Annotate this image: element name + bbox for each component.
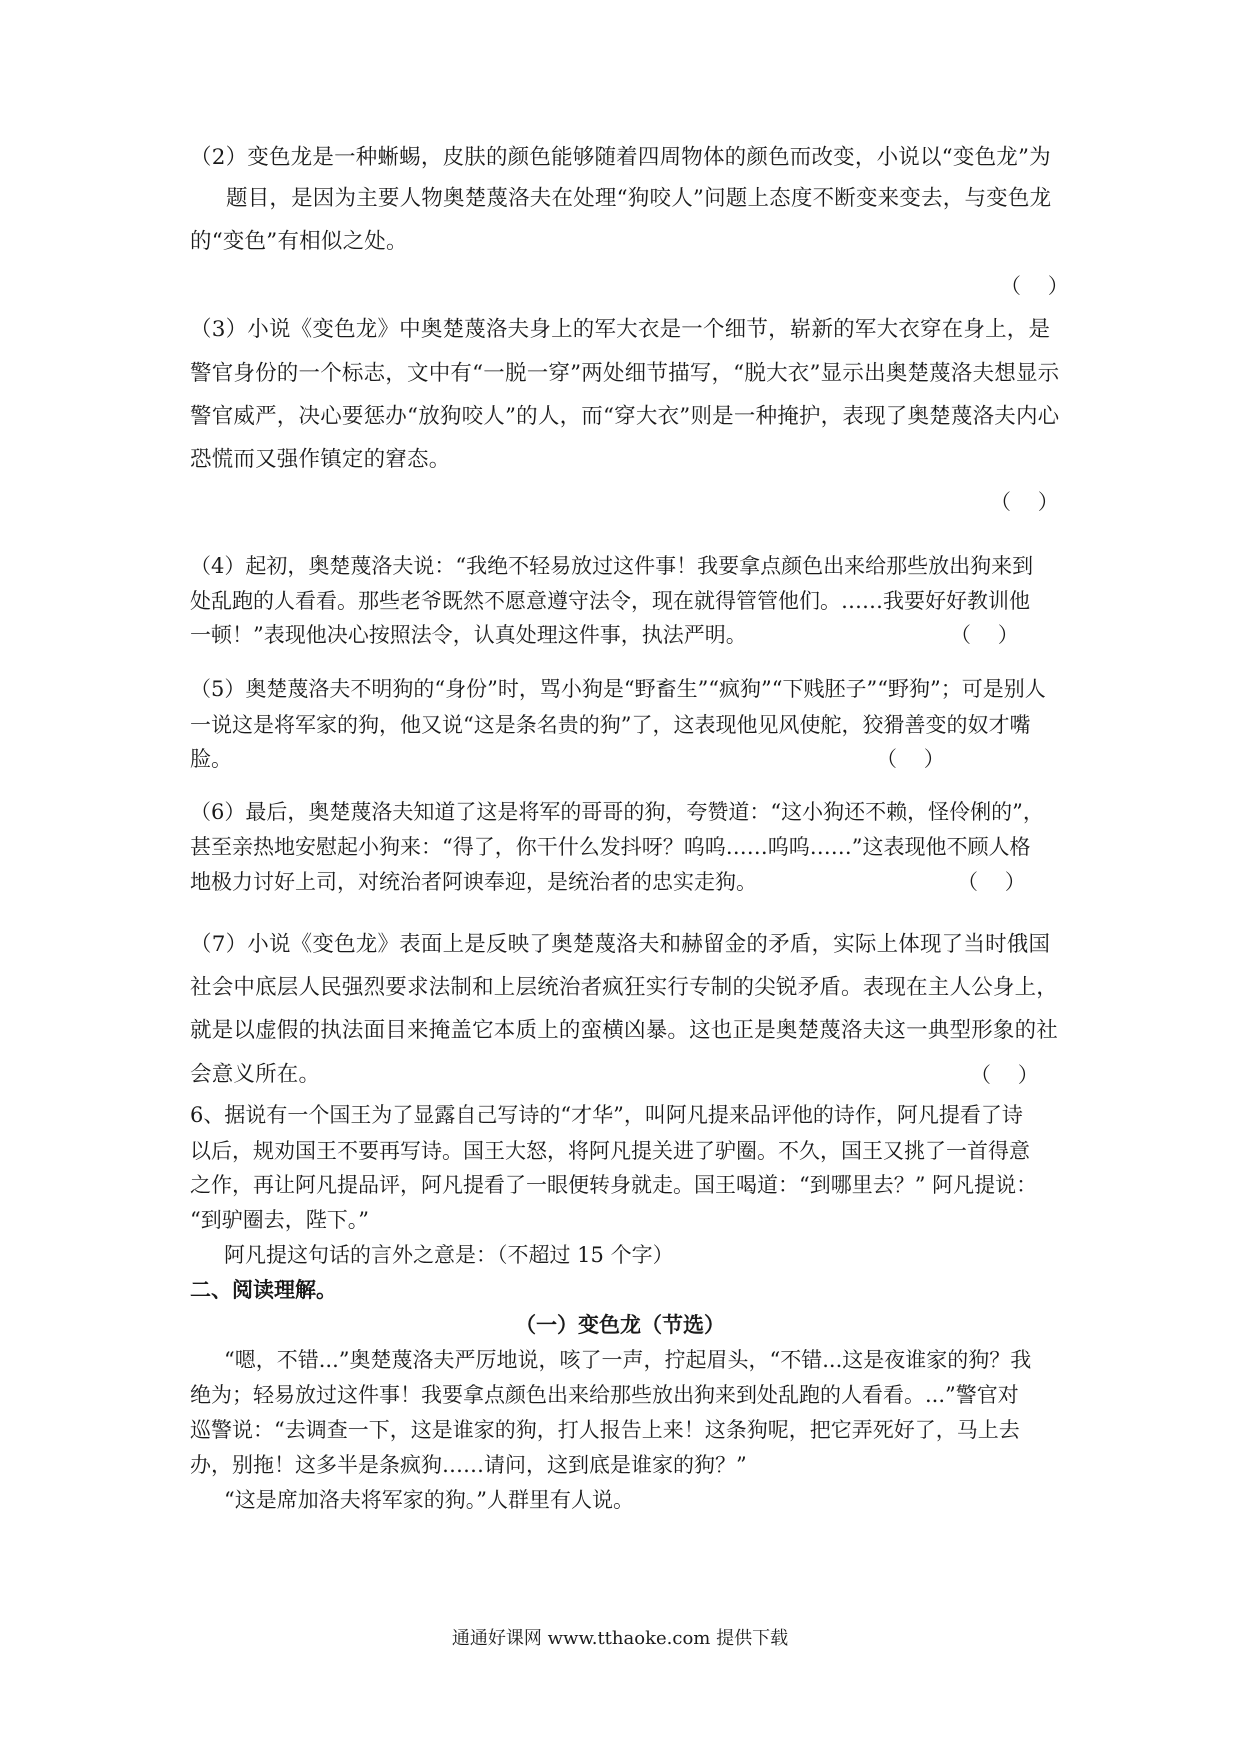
- item6-line-1: 6、据说有一个国王为了显露自己写诗的“才华”，叫阿凡提来品评他的诗作，阿凡提看了诗: [190, 1103, 1023, 1127]
- passage-p1-line-2: 绝为；轻易放过这件事！我要拿点颜色出来给那些放出狗来到处乱跑的人看看。...”警官对: [190, 1383, 1019, 1407]
- q7-answer-blank[interactable]: （ ）: [970, 1063, 1039, 1087]
- q2-line-3: 的“变色”有相似之处。: [190, 229, 408, 254]
- q7-line-4: 会意义所在。: [190, 1062, 321, 1087]
- item6-answer-prompt: 阿凡提这句话的言外之意是：（不超过 15 个字）: [224, 1243, 674, 1267]
- q4-line-1: （4）起初，奥楚蔑洛夫说：“我绝不轻易放过这件事！我要拿点颜色出来给那些放出狗来到: [190, 554, 1034, 578]
- page-footer: 通通好课网 www.tthaoke.com 提供下载: [451, 1628, 789, 1649]
- q6-line-1: （6）最后，奥楚蔑洛夫知道了这是将军的哥哥的狗，夸赞道：“这小狗还不赖，怪伶俐的”，: [190, 800, 1044, 824]
- q5-answer-blank[interactable]: （ ）: [876, 747, 945, 771]
- q4-answer-blank[interactable]: （ ）: [950, 623, 1019, 647]
- q6-line-2: 甚至亲热地安慰起小狗来：“得了，你干什么发抖呀？呜呜……呜呜……”这表现他不顾人格: [190, 835, 1031, 859]
- item6-line-3: 之作，再让阿凡提品评，阿凡提看了一眼便转身就走。国王喝道：“到哪里去？” 阿凡提说：: [190, 1173, 1038, 1197]
- passage-p1-line-1: “嗯，不错...”奥楚蔑洛夫严厉地说，咳了一声，拧起眉头，“不错...这是夜谁家的狗？我: [224, 1348, 1032, 1372]
- q4-line-3: 一顿！”表现他决心按照法令，认真处理这件事，执法严明。: [190, 623, 747, 647]
- q5-line-1: （5）奥楚蔑洛夫不明狗的“身份”时，骂小狗是“野畜生”“疯狗”“下贱胚子”“野狗”；可是别人: [190, 677, 1046, 701]
- q5-line-2: 一说这是将军家的狗，他又说“这是条名贵的狗”了，这表现他见风使舵，狡猾善变的奴才嘴: [190, 713, 1031, 737]
- q3-line-4: 恐慌而又强作镇定的窘态。: [190, 447, 451, 472]
- q7-line-1: （7）小说《变色龙》表面上是反映了奥楚蔑洛夫和赫留金的矛盾，实际上体现了当时俄国: [190, 932, 1051, 957]
- passage-title: （一）变色龙（节选）: [515, 1312, 725, 1337]
- q6-line-3: 地极力讨好上司，对统治者阿谀奉迎，是统治者的忠实走狗。: [190, 870, 757, 894]
- q2-line-1: （2）变色龙是一种蜥蜴，皮肤的颜色能够随着四周物体的颜色而改变，小说以“变色龙”为: [190, 145, 1051, 170]
- q5-line-3: 脸。: [190, 747, 232, 771]
- section-heading: 二、阅读理解。: [190, 1277, 337, 1302]
- q7-line-3: 就是以虚假的执法面目来掩盖它本质上的蛮横凶暴。这也正是奥楚蔑洛夫这一典型形象的社: [190, 1018, 1059, 1043]
- q2-answer-blank[interactable]: （ ）: [1000, 274, 1069, 298]
- passage-p1-line-3: 巡警说：“去调查一下，这是谁家的狗，打人报告上来！这条狗呢，把它弄死好了，马上去: [190, 1418, 1020, 1442]
- item6-line-4: “到驴圈去，陛下。”: [190, 1208, 369, 1232]
- item6-line-2: 以后，规劝国王不要再写诗。国王大怒，将阿凡提关进了驴圈。不久，国王又挑了一首得意: [190, 1139, 1030, 1163]
- q6-answer-blank[interactable]: （ ）: [957, 870, 1026, 894]
- q7-line-2: 社会中底层人民强烈要求法制和上层统治者疯狂实行专制的尖锐矛盾。表现在主人公身上，: [190, 975, 1059, 1000]
- q3-line-2: 警官身份的一个标志，文中有“一脱一穿”两处细节描写，“脱大衣”显示出奥楚蔑洛夫想显示: [190, 361, 1060, 386]
- q3-line-3: 警官威严，决心要惩办“放狗咬人”的人，而“穿大衣”则是一种掩护，表现了奥楚蔑洛夫内心: [190, 404, 1060, 429]
- passage-p2-line-1: “这是席加洛夫将军家的狗。”人群里有人说。: [224, 1488, 634, 1512]
- q2-line-2: 题目，是因为主要人物奥楚蔑洛夫在处理“狗咬人”问题上态度不断变来变去，与变色龙: [226, 186, 1052, 211]
- q4-line-2: 处乱跑的人看看。那些老爷既然不愿意遵守法令，现在就得管管他们。……我要好好教训他: [190, 589, 1030, 613]
- q3-line-1: （3）小说《变色龙》中奥楚蔑洛夫身上的军大衣是一个细节，崭新的军大衣穿在身上，是: [190, 317, 1051, 342]
- q3-answer-blank[interactable]: （ ）: [990, 490, 1059, 514]
- passage-p1-line-4: 办，别拖！这多半是条疯狗……请问，这到底是谁家的狗？”: [190, 1453, 747, 1477]
